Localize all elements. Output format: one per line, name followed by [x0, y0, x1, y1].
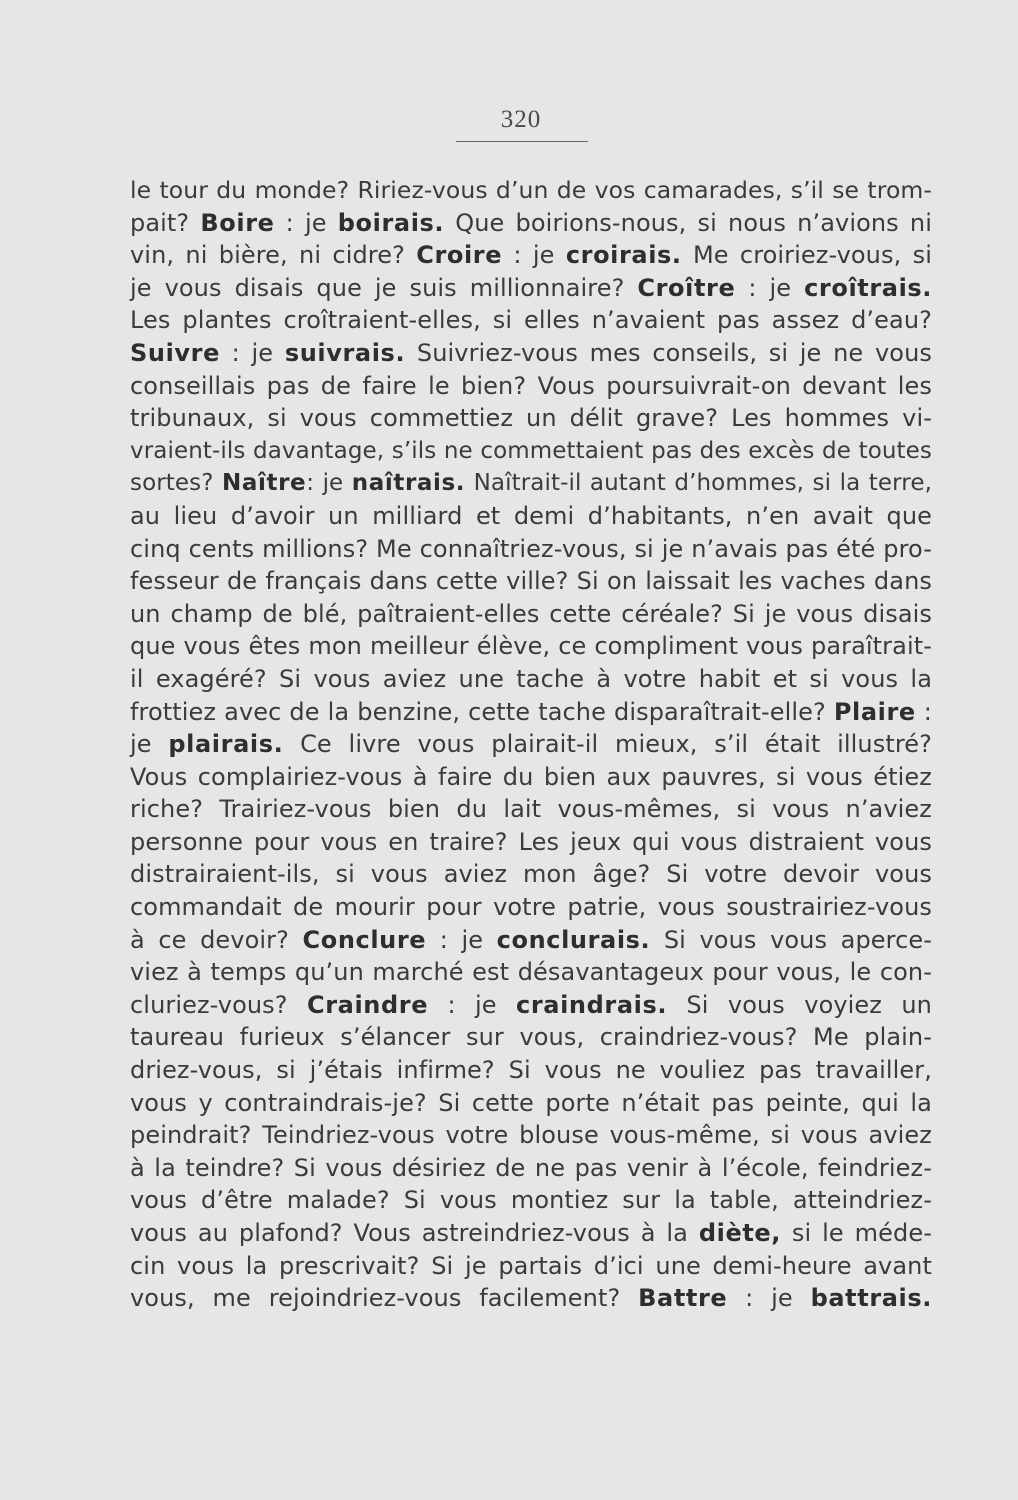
text-segment: conseillais pas de faire le bien? Vous poursuivrait-on devant les [130, 371, 932, 400]
bold-term: plairais. [168, 730, 284, 759]
text-line [130, 1152, 932, 1185]
text-segment: je [130, 730, 169, 759]
text-segment: vraient-ils davantage, s’ils ne commettaient pas des excès de toutes [130, 437, 932, 464]
bold-term: Battre [638, 1284, 728, 1313]
text-line [130, 696, 932, 729]
body-text [130, 174, 932, 1315]
text-segment: : je [502, 241, 566, 270]
text-segment: Si vous voyiez un [667, 990, 932, 1019]
text-line [130, 891, 932, 924]
text-line [130, 337, 932, 370]
bold-term: Naître [222, 470, 307, 497]
text-line [130, 1184, 932, 1217]
text-segment: fesseur de français dans cette ville? Si on laissait les vaches dans [130, 567, 932, 596]
text-line [130, 956, 932, 989]
text-segment: : je [219, 338, 285, 367]
bold-term: Croître [637, 273, 736, 302]
bold-term: Boire [200, 208, 275, 237]
text-segment: : je [428, 990, 517, 1019]
bold-term: conclurais. [496, 925, 651, 954]
bold-term: Croire [416, 241, 503, 270]
text-line [130, 989, 932, 1022]
bold-term: croîtrais. [804, 273, 933, 302]
text-segment: si le méde- [781, 1219, 932, 1247]
text-line [130, 370, 932, 403]
text-segment: viez à temps qu’un marché est désavantageux pour vous, le con- [130, 958, 932, 987]
text-line [130, 239, 932, 272]
text-line [130, 174, 932, 207]
text-line [130, 1217, 932, 1250]
text-segment: : je [274, 208, 338, 237]
text-segment: vous y contraindrais-je? Si cette porte n’était pas peinte, qui la [130, 1088, 932, 1117]
bold-term: Plaire [833, 697, 916, 726]
text-segment: un champ de blé, paîtraient-elles cette céréale? Si je vous disais [130, 599, 932, 628]
text-line [130, 304, 932, 337]
bold-term: Craindre [307, 990, 429, 1019]
text-line [130, 565, 932, 598]
text-segment: distrairaient-ils, si vous aviez mon âge? Si votre devoir vous [130, 860, 932, 889]
text-segment: : je [735, 273, 805, 302]
text-segment: Ce livre vous plairait-il mieux, s’il était illustré? [283, 730, 932, 759]
text-line [130, 500, 932, 533]
text-segment: vin, ni bière, ni cidre? [130, 241, 417, 270]
bold-term: diète, [698, 1219, 782, 1247]
text-line [130, 858, 932, 891]
text-segment: sortes? [130, 470, 223, 497]
text-segment: riche? Trairiez-vous bien du lait vous-mêmes, si vous n’aviez [130, 795, 932, 824]
text-segment: personne pour vous en traire? Les jeux qui vous distraient vous [130, 827, 932, 856]
text-line [130, 207, 932, 240]
bold-term: boirais. [337, 208, 445, 237]
text-segment: Si vous vous aperce- [650, 925, 933, 954]
text-line [130, 1054, 932, 1087]
text-line [130, 598, 932, 631]
text-segment: cin vous la prescrivait? Si je partais d’ici une demi-heure avant [130, 1251, 932, 1280]
text-segment: il exagéré? Si vous aviez une tache à votre habit et si vous la [130, 664, 932, 693]
bold-term: croirais. [565, 241, 682, 270]
text-segment: Que boirions-nous, si nous n’avions ni [444, 208, 932, 237]
text-segment: vous d’être malade? Si vous montiez sur la table, atteindriez- [130, 1186, 932, 1215]
text-segment: le tour du monde? Ririez-vous d’un de vos camarades, s’il se trom- [130, 176, 932, 204]
text-line [130, 533, 932, 566]
text-segment: vous, me rejoindriez-vous facilement? [130, 1284, 639, 1313]
bold-term: suivrais. [284, 338, 406, 367]
text-line [130, 1087, 932, 1120]
text-line [130, 761, 932, 794]
text-segment: : je [426, 925, 497, 954]
text-segment: que vous êtes mon meilleur élève, ce compliment vous paraîtrait- [130, 632, 932, 661]
text-segment: tribunaux, si vous commettiez un délit grave? Les hommes vi- [130, 404, 932, 433]
text-line [130, 793, 932, 826]
text-segment: Vous complairiez-vous à faire du bien aux pauvres, si vous étiez [130, 762, 932, 791]
text-line [130, 1021, 932, 1054]
text-segment: : [915, 697, 932, 726]
text-line [130, 630, 932, 663]
text-segment: cinq cents millions? Me connaîtriez-vous, si je n’avais pas été pro- [130, 534, 932, 563]
text-line [130, 435, 932, 468]
bold-term: Conclure [302, 925, 427, 954]
text-segment: cluriez-vous? [130, 990, 308, 1019]
text-line [130, 663, 932, 696]
text-line [130, 467, 932, 500]
text-line [130, 1250, 932, 1283]
text-segment: driez-vous, si j’étais infirme? Si vous ne vouliez pas travailler, [130, 1056, 932, 1085]
text-line [130, 728, 932, 761]
text-segment: : je [727, 1284, 811, 1313]
bold-term: naîtrais. [351, 470, 466, 497]
page-number: 320 [500, 106, 542, 133]
text-segment: : je [306, 470, 352, 497]
text-segment: taureau furieux s’élancer sur vous, craindriez-vous? Me plain- [130, 1023, 932, 1052]
text-segment: pait? [130, 208, 201, 237]
text-line [130, 826, 932, 859]
bold-term: battrais. [810, 1284, 932, 1313]
bold-term: craindrais. [516, 990, 668, 1019]
text-segment: Les plantes croîtraient-elles, si elles n’avaient pas assez d’eau? [130, 306, 932, 335]
text-line [130, 924, 932, 957]
text-segment: je vous disais que je suis millionnaire? [130, 273, 638, 302]
text-segment: Suivriez-vous mes conseils, si je ne vous [405, 338, 932, 367]
text-segment: peindrait? Teindriez-vous votre blouse vous-même, si vous aviez [130, 1121, 932, 1150]
text-line [130, 402, 932, 435]
text-segment: au lieu d’avoir un milliard et demi d’habitants, n’en avait que [130, 501, 932, 530]
text-segment: frottiez avec de la benzine, cette tache disparaîtrait-elle? [130, 697, 834, 726]
text-segment: Me croiriez-vous, si [681, 241, 932, 270]
text-segment: à ce devoir? [130, 925, 303, 954]
text-line [130, 272, 932, 305]
text-line [130, 1119, 932, 1152]
text-segment: Naîtrait-il autant d’hommes, si la terre, [465, 470, 932, 497]
text-segment: vous au plafond? Vous astreindriez-vous à la [130, 1219, 699, 1247]
bold-term: Suivre [130, 338, 220, 367]
text-segment: à la teindre? Si vous désiriez de ne pas venir à l’école, feindriez- [130, 1153, 932, 1182]
page-number-rule [456, 141, 588, 142]
text-line [130, 1282, 932, 1315]
text-segment: commandait de mourir pour votre patrie, vous soustrairiez-vous [130, 893, 932, 922]
